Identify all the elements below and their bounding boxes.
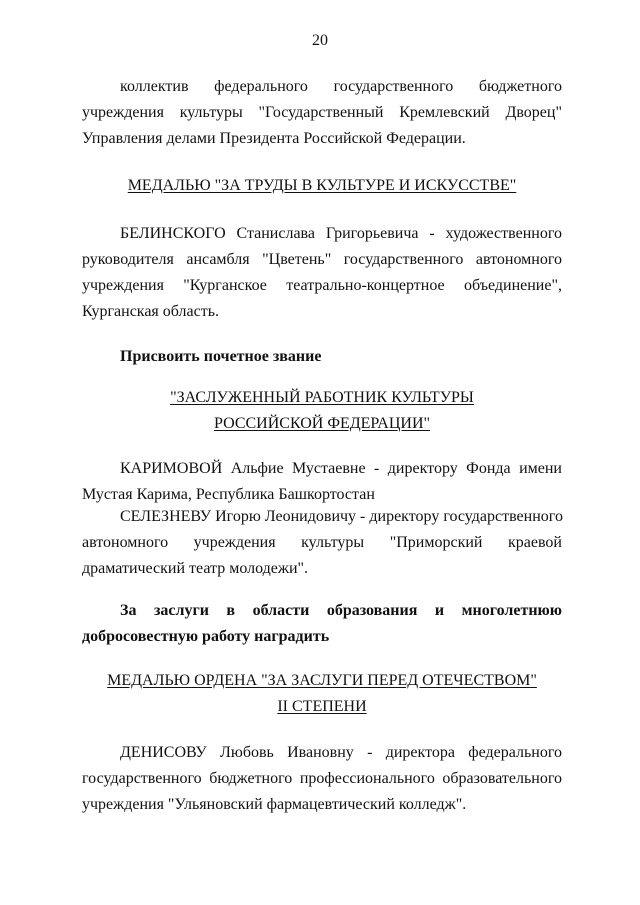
text-line: Управления делами Президента Российской Федерации. [82,130,466,147]
paragraph-seleznev [82,504,562,582]
heading-medal-culture [82,173,562,199]
text-line: государственного бюджетного профессионального образовательного [82,770,562,787]
text-line: учреждения "Курганское театрально-концертное объединение", [82,277,562,294]
heading-award-title [82,344,562,370]
heading-order-medal [82,668,562,720]
text-line: драматический театр молодежи". [82,560,309,577]
heading-text: "ЗАСЛУЖЕННЫЙ РАБОТНИК КУЛЬТУРЫ [170,389,474,406]
text-line: коллектив федерального государственного бюджетного [120,78,562,95]
heading-text: Присвоить почетное звание [120,348,322,365]
heading-text: РОССИЙСКОЙ ФЕДЕРАЦИИ" [213,415,431,432]
heading-text: МЕДАЛЬЮ ОРДЕНА "ЗА ЗАСЛУГИ ПЕРЕД ОТЕЧЕСТВОМ" [107,672,537,689]
text-line: КАРИМОВОЙ Альфие Мустаевне - директору Фонда имени [120,460,562,477]
paragraph-karimova [82,456,562,508]
text-line: учреждения "Ульяновский фармацевтический колледж". [82,796,467,813]
page-number: 20 [312,32,328,49]
heading-text: МЕДАЛЬЮ "ЗА ТРУДЫ В КУЛЬТУРЕ И ИСКУССТВЕ" [127,177,517,194]
text-line: Мустая Карима, Республика Башкортостан [82,486,375,503]
heading-honored-worker [82,385,562,437]
heading-text: II СТЕПЕНИ [277,698,367,715]
text-line: СЕЛЕЗНЕВУ Игорю Леонидовичу - директору государственного [120,508,563,525]
text-line: Курганская область. [82,303,220,320]
text-line: руководителя ансамбля "Цветень" государственного автономного [82,251,562,268]
text-line: учреждения культуры "Государственный Кремлевский Дворец" [82,104,562,121]
text-line: автономного учреждения культуры "Приморский краевой [82,534,562,551]
heading-text: добросовестную работу наградить [82,628,330,645]
text-line: ДЕНИСОВУ Любовь Ивановну - директора федерального [120,744,562,761]
paragraph-denisova [82,740,562,818]
heading-text: За заслуги в области образования и многолетнюю [120,602,562,619]
paragraph-belinsky [82,221,562,325]
paragraph-kremlin-palace [82,74,562,152]
text-line: БЕЛИНСКОГО Станислава Григорьевича - художественного [120,225,562,242]
heading-education-merit [82,598,562,650]
